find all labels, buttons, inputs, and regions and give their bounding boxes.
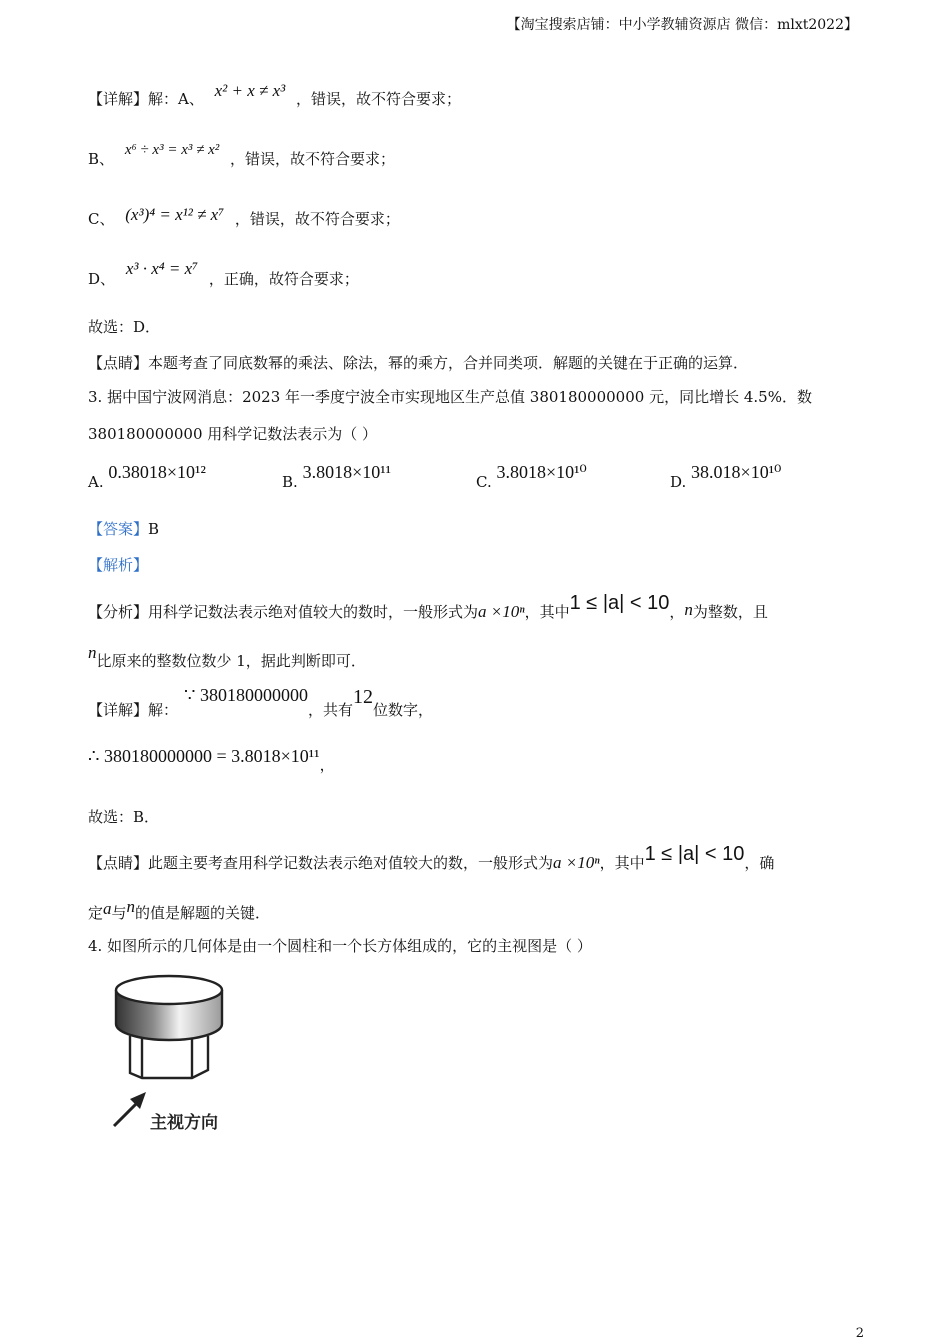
q3-detail-comma: ， [319, 756, 335, 774]
q3-stem-line2: 380180000000 用科学记数法表示为（ ） [88, 425, 378, 443]
q3-comment-line2 [88, 897, 271, 923]
q3-comment-2-and: 与 [111, 904, 127, 922]
q3-analysis-tag: 【解析】 [88, 556, 149, 574]
q3-stem-line1: 3. 据中国宁波网消息：2023 年一季度宁波全市实现地区生产总值 380180000000 元，同比增长 4.5%．数 [88, 388, 812, 406]
q2-d-suffix: ，正确，故符合要求； [208, 270, 359, 288]
q4-stem: 4. 如图所示的几何体是由一个圆柱和一个长方体组成的，它的主视图是（ ） [88, 937, 592, 955]
q3-detail-therefore: ∴ 380180000000 = 3.8018×10¹¹ [88, 746, 320, 766]
q3-comment-mid: ，其中 [599, 854, 645, 872]
q3-analysis-1-range: 1 ≤ |a| < 10 [569, 592, 670, 614]
q3-answer-value: B [148, 520, 160, 538]
q3-detail-because: ∵ 380180000000 [184, 685, 308, 705]
q4-figure-caption: 主视方向 [150, 1113, 218, 1133]
q2-b-suffix: ，错误，故不符合要求； [230, 150, 396, 168]
q3-choose: 故选：B． [88, 808, 160, 826]
q3-analysis-1-suffix: 为整数，且 [692, 603, 768, 621]
q3-comment-2-a: a [103, 899, 112, 918]
q3-detail-prefix: 【详解】解： [88, 701, 179, 719]
q3-comment-2-suffix: 的值是解题的关键． [135, 904, 271, 922]
q2-c-suffix: ，错误，故不符合要求； [234, 210, 400, 228]
q3-analysis-1-n: n [684, 600, 693, 619]
q2-a-prefix: 【详解】解：A、 [88, 90, 204, 108]
q3-detail-count: 12 [352, 686, 373, 708]
q3-answer-line [88, 518, 159, 539]
q3-therefore-line [88, 746, 335, 774]
q2-a-expression: x² + x ≠ x³ [214, 81, 286, 100]
q3-option-c [476, 462, 587, 491]
q3-analysis-line1: 【分析】用科学记数法表示绝对值较大的数时，一般形式为a ×10ⁿ，其中1 ≤ |a| < 10，n为整数，且 [88, 592, 768, 621]
q3-analysis-line2 [88, 643, 366, 671]
q3-option-b [282, 462, 392, 491]
header-store-info: 【淘宝搜索店铺：中小学教辅资源店 微信：mlxt2022】 [506, 17, 858, 33]
q2-b-expression: x⁶ ÷ x³ = x³ ≠ x² [124, 142, 220, 158]
q2-b-prefix: B、 [88, 150, 115, 168]
q2-option-d-line [88, 259, 359, 289]
q2-option-b-line [88, 142, 396, 169]
q3-analysis-1-form: a ×10ⁿ [478, 602, 525, 621]
q3-comment-range: 1 ≤ |a| < 10 [644, 843, 745, 865]
q3-option-a [88, 462, 206, 491]
q3-comment-2-prefix: 定 [88, 904, 104, 922]
q3-detail-mid: ，共有 [307, 701, 353, 719]
q2-choose: 故选：D． [88, 318, 161, 336]
q3-option-d-expr: 38.018×10¹⁰ [691, 462, 782, 482]
q3-comment-suffix: ，确 [744, 854, 775, 872]
q3-comment-line1 [88, 843, 775, 874]
q3-detail-line [88, 685, 433, 721]
q3-answer-tag: 【答案】 [88, 520, 149, 538]
q2-d-prefix: D、 [88, 270, 116, 288]
q3-comment-form: a ×10ⁿ [553, 853, 600, 872]
q3-analysis-1-mid: ，其中 [524, 603, 570, 621]
q3-analysis-2-n: n [88, 643, 97, 662]
q4-figure [100, 968, 260, 1138]
q2-c-expression: (x³)⁴ = x¹² ≠ x⁷ [125, 205, 225, 224]
q3-option-c-label: C. [476, 473, 492, 491]
q2-d-expression: x³ · x⁴ = x⁷ [125, 259, 199, 278]
q3-option-a-expr: 0.38018×10¹² [108, 462, 206, 482]
q2-option-a-line [88, 81, 462, 109]
page-number: 2 [855, 1326, 864, 1341]
q3-option-b-expr: 3.8018×10¹¹ [302, 462, 392, 482]
q3-option-c-expr: 3.8018×10¹⁰ [496, 462, 587, 482]
q3-analysis-1-prefix: 【分析】用科学记数法表示绝对值较大的数时，一般形式为 [88, 603, 479, 621]
q3-comment-2-n: n [126, 897, 136, 916]
q2-a-suffix: ，错误，故不符合要求； [296, 90, 462, 108]
q2-c-prefix: C、 [88, 210, 115, 228]
q3-comment-prefix: 【点睛】此题主要考查用科学记数法表示绝对值较大的数，一般形式为 [88, 854, 554, 872]
q2-comment: 【点睛】本题考查了同底数幂的乘法、除法，幂的乘方，合并同类项．解题的关键在于正确的运算． [88, 354, 749, 372]
q3-option-b-label: B. [282, 473, 298, 491]
q3-option-d-label: D. [670, 473, 687, 491]
q3-option-d [670, 462, 782, 491]
q3-detail-suffix: 位数字， [372, 701, 433, 719]
q3-analysis-2-text: 比原来的整数位数少 1，据此判断即可． [96, 652, 366, 670]
q2-option-c-line [88, 205, 400, 229]
q3-option-a-label: A. [88, 473, 104, 491]
